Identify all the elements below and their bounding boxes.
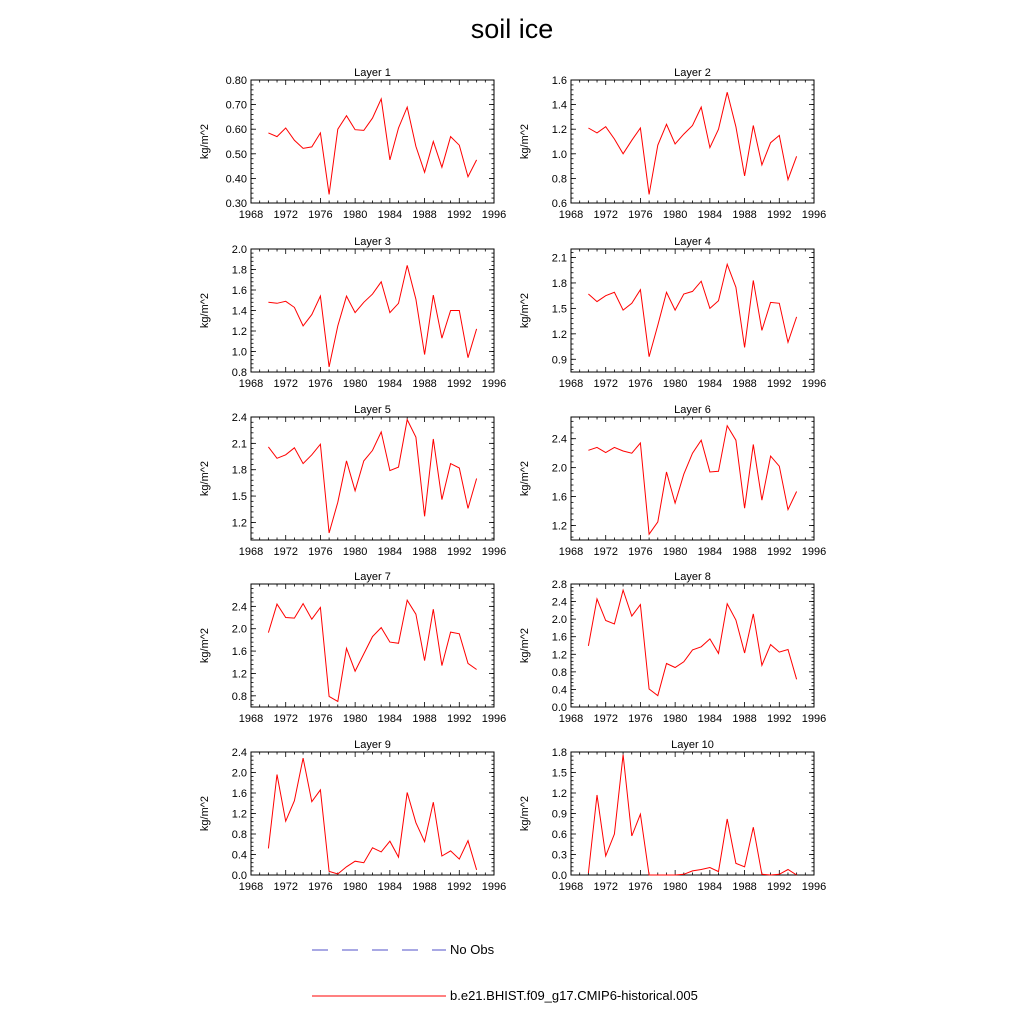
y-tick-label: 1.2: [231, 517, 247, 530]
panel-layer-6: [519, 404, 826, 558]
y-tick-label: 0.8: [551, 666, 567, 679]
y-tick-label: 0.0: [551, 870, 567, 882]
x-tick-label: 1992: [447, 209, 472, 221]
series-line-model: [268, 420, 476, 533]
panel-title: Layer 2: [674, 67, 711, 79]
x-tick-label: 1996: [801, 546, 827, 558]
page-title: soil ice: [470, 14, 554, 44]
plot-frame: [571, 249, 814, 372]
x-tick-label: 1976: [628, 546, 653, 558]
panel-layer-4: [519, 236, 826, 390]
x-tick-label: 1980: [342, 881, 368, 893]
x-tick-label: 1992: [447, 881, 472, 893]
series-line-model: [588, 590, 796, 696]
x-tick-label: 1980: [342, 209, 368, 221]
x-tick-label: 1984: [377, 713, 403, 725]
y-tick-label: 2.1: [551, 252, 567, 265]
legend: [312, 950, 446, 996]
x-tick-label: 1996: [481, 546, 507, 558]
y-tick-label: 1.2: [551, 520, 567, 533]
x-tick-label: 1992: [447, 713, 472, 725]
x-tick-label: 1976: [628, 713, 653, 725]
panels-group: [199, 67, 826, 893]
y-tick-label: 1.2: [231, 668, 247, 681]
x-tick-label: 1984: [697, 881, 723, 893]
series-line-model: [588, 264, 796, 356]
x-tick-label: 1976: [308, 881, 333, 893]
x-tick-label: 1968: [238, 378, 264, 390]
x-tick-label: 1976: [308, 209, 333, 221]
x-tick-label: 1976: [628, 209, 653, 221]
panel-title: Layer 9: [354, 739, 391, 751]
y-tick-label: 0.8: [551, 173, 567, 186]
series-line-model: [588, 755, 796, 875]
y-axis-label: kg/m^2: [519, 627, 531, 664]
y-tick-label: 0.8: [231, 829, 247, 841]
plot-frame: [571, 752, 814, 875]
x-tick-label: 1992: [767, 378, 792, 390]
y-tick-label: 0.3: [551, 849, 567, 862]
y-tick-label: 1.6: [231, 788, 247, 800]
y-tick-label: 2.4: [231, 747, 247, 759]
x-tick-label: 1968: [558, 881, 584, 893]
y-tick-label: 1.2: [231, 808, 247, 821]
series-line-model: [588, 426, 796, 535]
y-tick-label: 0.80: [225, 75, 247, 87]
y-tick-label: 0.50: [225, 148, 247, 161]
y-tick-label: 1.4: [551, 99, 567, 112]
x-tick-label: 1972: [273, 546, 298, 558]
y-tick-label: 1.0: [231, 346, 247, 359]
plot-frame: [251, 752, 494, 875]
x-tick-label: 1980: [662, 209, 688, 221]
x-tick-label: 1996: [481, 378, 507, 390]
y-tick-label: 1.2: [231, 326, 247, 338]
y-tick-label: 2.4: [551, 596, 567, 609]
plot-frame: [251, 417, 494, 540]
panel-layer-7: [199, 571, 506, 725]
y-tick-label: 2.4: [231, 412, 247, 424]
panel-title: Layer 7: [354, 571, 391, 583]
y-tick-label: 2.0: [231, 623, 247, 636]
x-tick-label: 1976: [308, 378, 333, 390]
x-tick-label: 1996: [801, 881, 827, 893]
y-tick-label: 2.0: [231, 767, 247, 780]
x-tick-label: 1988: [732, 713, 757, 725]
y-tick-label: 0.4: [551, 684, 567, 697]
y-tick-label: 1.0: [551, 148, 567, 161]
y-tick-label: 1.5: [231, 491, 247, 504]
y-tick-label: 1.8: [231, 464, 247, 477]
y-tick-label: 1.8: [551, 747, 567, 759]
x-tick-label: 1968: [238, 713, 264, 725]
x-tick-label: 1988: [412, 378, 437, 390]
y-axis-label: kg/m^2: [199, 627, 211, 664]
y-tick-label: 0.9: [551, 354, 567, 367]
plot-frame: [571, 584, 814, 707]
panel-title: Layer 3: [354, 236, 391, 248]
x-tick-label: 1968: [238, 209, 264, 221]
x-tick-label: 1984: [697, 378, 723, 390]
x-tick-label: 1972: [593, 713, 618, 725]
x-tick-label: 1968: [558, 209, 584, 221]
x-tick-label: 1988: [412, 209, 437, 221]
plot-frame: [251, 584, 494, 707]
y-tick-label: 1.6: [231, 646, 247, 659]
x-tick-label: 1972: [593, 378, 618, 390]
y-tick-label: 1.8: [231, 264, 247, 277]
panel-layer-1: [199, 67, 506, 221]
x-tick-label: 1972: [593, 881, 618, 893]
y-tick-label: 2.4: [231, 601, 247, 614]
x-tick-label: 1968: [238, 881, 264, 893]
panel-title: Layer 1: [354, 67, 391, 79]
y-tick-label: 0.60: [225, 124, 247, 137]
x-tick-label: 1980: [662, 713, 688, 725]
y-tick-label: 2.0: [551, 462, 567, 475]
x-tick-label: 1972: [273, 209, 298, 221]
y-tick-label: 0.6: [551, 198, 567, 210]
y-tick-label: 0.70: [225, 99, 247, 112]
y-axis-label: kg/m^2: [199, 123, 211, 160]
x-tick-label: 1976: [628, 378, 653, 390]
series-line-model: [268, 758, 476, 874]
x-tick-label: 1984: [697, 546, 723, 558]
y-tick-label: 2.0: [551, 614, 567, 627]
series-line-model: [588, 92, 796, 194]
y-tick-label: 0.0: [551, 702, 567, 714]
x-tick-label: 1988: [732, 881, 757, 893]
y-tick-label: 0.4: [231, 849, 247, 862]
x-tick-label: 1984: [697, 713, 723, 725]
x-tick-label: 1996: [481, 209, 507, 221]
x-tick-label: 1996: [481, 881, 507, 893]
x-tick-label: 1992: [767, 546, 792, 558]
panel-layer-8: [519, 571, 826, 725]
panel-title: Layer 6: [674, 404, 711, 416]
x-tick-label: 1972: [273, 881, 298, 893]
plot-frame: [571, 417, 814, 540]
y-tick-label: 2.8: [551, 579, 567, 591]
panel-layer-5: [199, 404, 506, 558]
y-tick-label: 1.2: [551, 649, 567, 662]
y-tick-label: 1.5: [551, 303, 567, 316]
series-line-model: [268, 600, 476, 701]
x-tick-label: 1996: [801, 713, 827, 725]
y-tick-label: 1.2: [551, 328, 567, 341]
x-tick-label: 1972: [273, 378, 298, 390]
x-tick-label: 1976: [308, 713, 333, 725]
y-tick-label: 1.6: [231, 285, 247, 297]
x-tick-label: 1980: [342, 378, 368, 390]
x-tick-label: 1980: [662, 881, 688, 893]
x-tick-label: 1992: [767, 209, 792, 221]
y-tick-label: 0.0: [231, 870, 247, 882]
x-tick-label: 1988: [412, 881, 437, 893]
x-tick-label: 1988: [732, 378, 757, 390]
y-tick-label: 1.6: [551, 631, 567, 644]
x-tick-label: 1972: [593, 546, 618, 558]
y-tick-label: 0.8: [231, 367, 247, 379]
series-line-model: [268, 99, 476, 194]
x-tick-label: 1996: [481, 713, 507, 725]
x-tick-label: 1984: [377, 881, 403, 893]
panel-title: Layer 8: [674, 571, 711, 583]
x-tick-label: 1976: [628, 881, 653, 893]
y-tick-label: 2.1: [231, 438, 247, 451]
y-axis-label: kg/m^2: [519, 460, 531, 497]
panel-layer-10: [519, 739, 826, 893]
x-tick-label: 1980: [662, 546, 688, 558]
y-tick-label: 1.6: [551, 75, 567, 87]
x-tick-label: 1996: [801, 209, 827, 221]
y-tick-label: 2.0: [231, 244, 247, 256]
y-tick-label: 1.2: [551, 124, 567, 137]
y-tick-label: 1.2: [551, 788, 567, 800]
x-tick-label: 1972: [273, 713, 298, 725]
x-tick-label: 1984: [377, 546, 403, 558]
panel-layer-3: [199, 236, 506, 390]
legend-model-label: b.e21.BHIST.f09_g17.CMIP6-historical.005: [450, 988, 698, 1003]
x-tick-label: 1992: [767, 713, 792, 725]
y-tick-label: 0.6: [551, 829, 567, 841]
panel-layer-9: [199, 739, 506, 893]
x-tick-label: 1980: [342, 713, 368, 725]
y-tick-label: 0.40: [225, 173, 247, 186]
panel-layer-2: [519, 67, 826, 221]
y-axis-label: kg/m^2: [199, 292, 211, 329]
x-tick-label: 1988: [732, 546, 757, 558]
x-tick-label: 1988: [732, 209, 757, 221]
y-tick-label: 1.8: [551, 277, 567, 290]
x-tick-label: 1980: [662, 378, 688, 390]
x-tick-label: 1972: [593, 209, 618, 221]
x-tick-label: 1968: [558, 713, 584, 725]
x-tick-label: 1968: [558, 378, 584, 390]
series-line-model: [268, 265, 476, 367]
x-tick-label: 1968: [558, 546, 584, 558]
legend-obs-label: No Obs: [450, 942, 495, 957]
x-tick-label: 1984: [377, 378, 403, 390]
plot-frame: [571, 80, 814, 203]
x-tick-label: 1988: [412, 713, 437, 725]
y-tick-label: 2.4: [551, 433, 567, 446]
x-tick-label: 1980: [342, 546, 368, 558]
y-axis-label: kg/m^2: [519, 123, 531, 160]
x-tick-label: 1976: [308, 546, 333, 558]
y-axis-label: kg/m^2: [519, 292, 531, 329]
x-tick-label: 1992: [447, 378, 472, 390]
plot-frame: [251, 80, 494, 203]
x-tick-label: 1988: [412, 546, 437, 558]
y-tick-label: 1.5: [551, 767, 567, 780]
y-axis-label: kg/m^2: [199, 795, 211, 832]
x-tick-label: 1984: [377, 209, 403, 221]
y-tick-label: 0.8: [231, 690, 247, 703]
x-tick-label: 1996: [801, 378, 827, 390]
panel-title: Layer 5: [354, 404, 391, 416]
y-axis-label: kg/m^2: [519, 795, 531, 832]
y-tick-label: 0.30: [225, 198, 247, 210]
x-tick-label: 1992: [767, 881, 792, 893]
y-tick-label: 0.9: [551, 808, 567, 821]
x-tick-label: 1984: [697, 209, 723, 221]
x-tick-label: 1992: [447, 546, 472, 558]
y-tick-label: 1.6: [551, 491, 567, 504]
panel-title: Layer 4: [674, 236, 711, 248]
panel-title: Layer 10: [671, 739, 714, 751]
y-axis-label: kg/m^2: [199, 460, 211, 497]
y-tick-label: 1.4: [231, 305, 247, 318]
x-tick-label: 1968: [238, 546, 264, 558]
